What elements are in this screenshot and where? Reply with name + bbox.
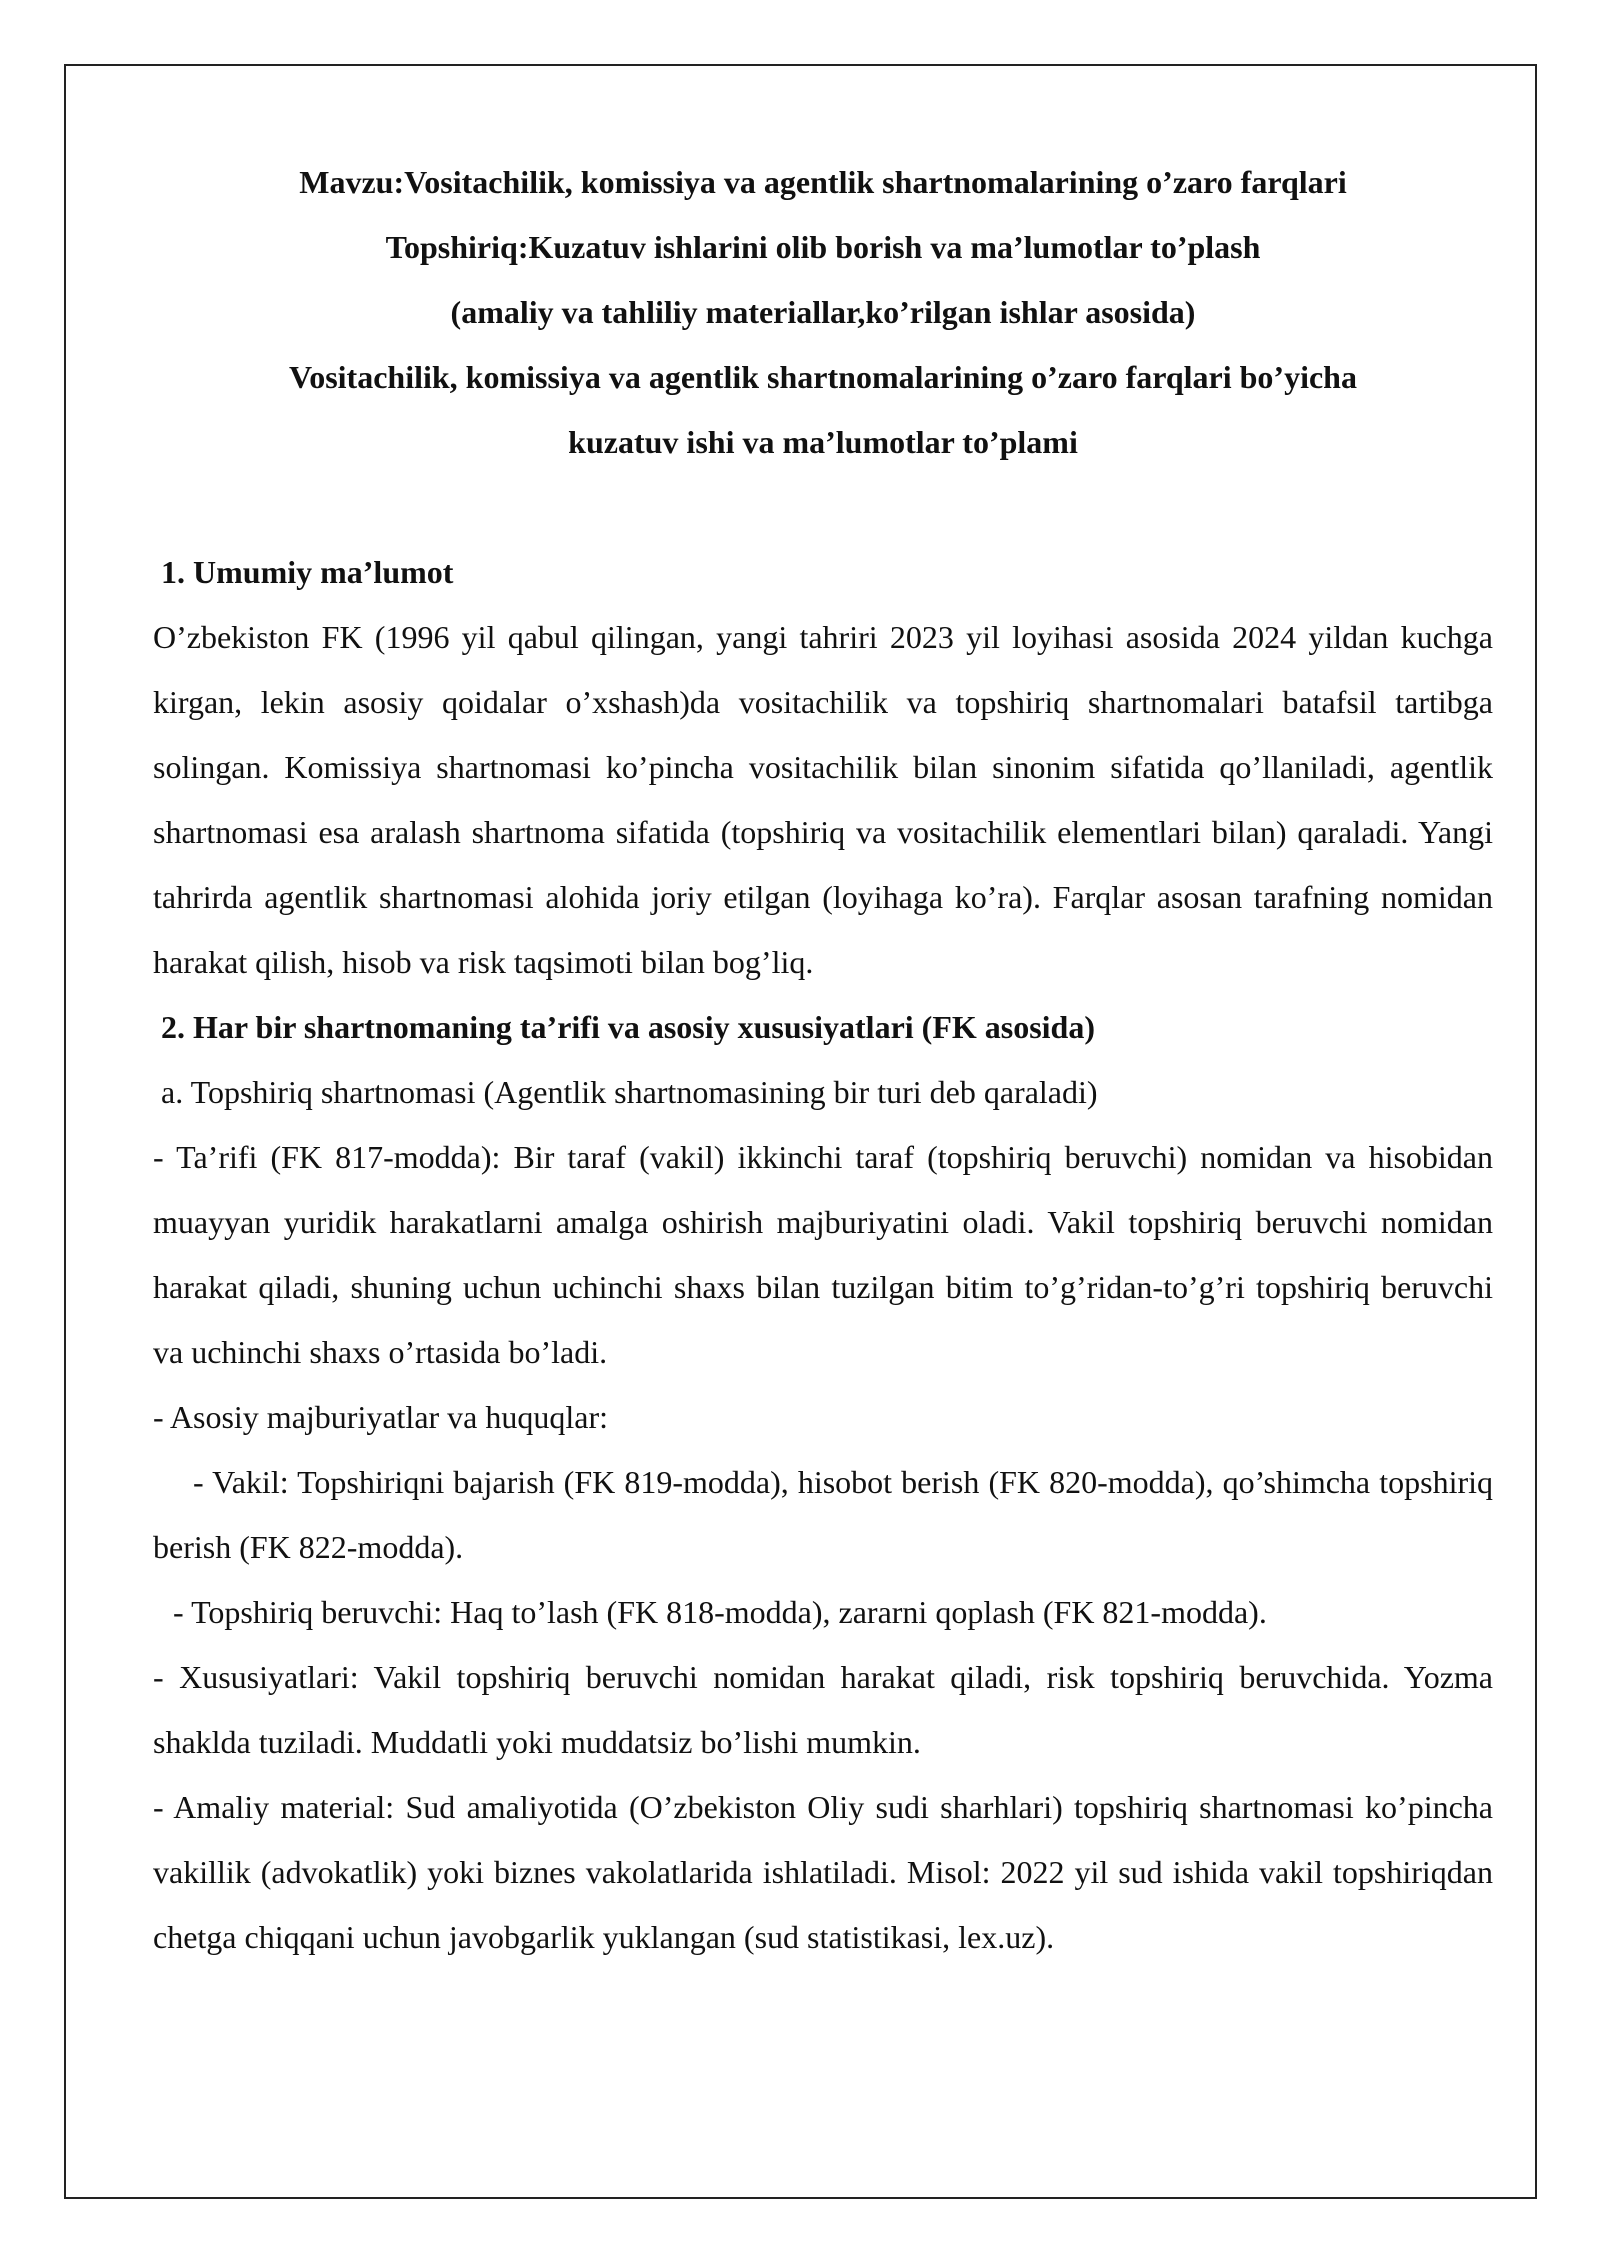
title-basis: (amaliy va tahliliy materiallar,ko’rilgan ishlar asosida) (450, 294, 1196, 330)
section1-heading: 1. Umumiy ma’lumot (161, 554, 454, 590)
vakil-paragraph: - Vakil: Topshiriqni bajarish (FK 819-modda), hisobot berish (FK 820-modda), qo’shimcha topshiriq berish (FK 822-modda). (153, 1464, 1493, 1565)
practical-paragraph: - Amaliy material: Sud amaliyotida (O’zbekiston Oliy sudi sharhlari) topshiriq shartnomasi ko’pincha vakillik (advokatlik) yoki biznes vakolatlarida ishlatiladi. Misol: 2022 yil sud ishida vakil topshiriqdan chetga chiqqani uchun javobgarlik yuklangan (sud statistikasi, lex.uz). (153, 1789, 1493, 1955)
title-subject-cont: kuzatuv ishi va ma’lumotlar to’plami (568, 424, 1078, 460)
section2-heading: 2. Har bir shartnomaning ta’rifi va asosiy xususiyatlari (FK asosida) (161, 1009, 1095, 1045)
section2-subheading: a. Topshiriq shartnomasi (Agentlik shartnomasining bir turi deb qaraladi) (161, 1074, 1098, 1110)
definition-paragraph: - Ta’rifi (FK 817-modda): Bir taraf (vakil) ikkinchi taraf (topshiriq beruvchi) nomidan va hisobidan muayyan yuridik harakatlarni amalga oshirish majburiyatini oladi. Vakil topshiriq beruvchi nomidan harakat qiladi, shuning uchun uchinchi shaxs bilan tuzilgan bitim to’g’ridan-to’g’ri topshiriq beruvchi va uchinchi shaxs o’rtasida bo’ladi. (153, 1139, 1493, 1370)
features-paragraph: - Xususiyatlari: Vakil topshiriq beruvchi nomidan harakat qiladi, risk topshiriq beruvchida. Yozma shaklda tuziladi. Muddatli yoki muddatsiz bo’lishi mumkin. (153, 1659, 1493, 1760)
spacer (153, 475, 1493, 540)
title-subject: Vositachilik, komissiya va agentlik shartnomalarining o’zaro farqlari bo’yicha (289, 359, 1357, 395)
section1-paragraph: O’zbekiston FK (1996 yil qabul qilingan, yangi tahriri 2023 yil loyihasi asosida 2024 yildan kuchga kirgan, lekin asosiy qoidalar o’xshash)da vositachilik va topshiriq shartnomalari batafsil tartibga solingan. Komissiya shartnomasi ko’pincha vositachilik bilan sinonim sifatida qo’llaniladi, agentlik shartnomasi esa aralash shartnoma sifatida (topshiriq va vositachilik elementlari bilan) qaraladi. Yangi tahrirda agentlik shartnomasi alohida joriy etilgan (loyihaga ko’ra). Farqlar asosan tarafning nomidan harakat qilish, hisob va risk taqsimoti bilan bog’liq. (153, 619, 1493, 980)
title-task: Topshiriq:Kuzatuv ishlarini olib borish va ma’lumotlar to’plash (385, 229, 1261, 265)
document-body (153, 150, 1493, 1970)
obligations-label: - Asosiy majburiyatlar va huquqlar: (153, 1399, 609, 1435)
title-block (153, 150, 1493, 475)
title-topic: Mavzu:Vositachilik, komissiya va agentlik shartnomalarining o’zaro farqlari (299, 164, 1347, 200)
beruvchi-paragraph: - Topshiriq beruvchi: Haq to’lash (FK 818-modda), zararni qoplash (FK 821-modda). (173, 1594, 1267, 1630)
